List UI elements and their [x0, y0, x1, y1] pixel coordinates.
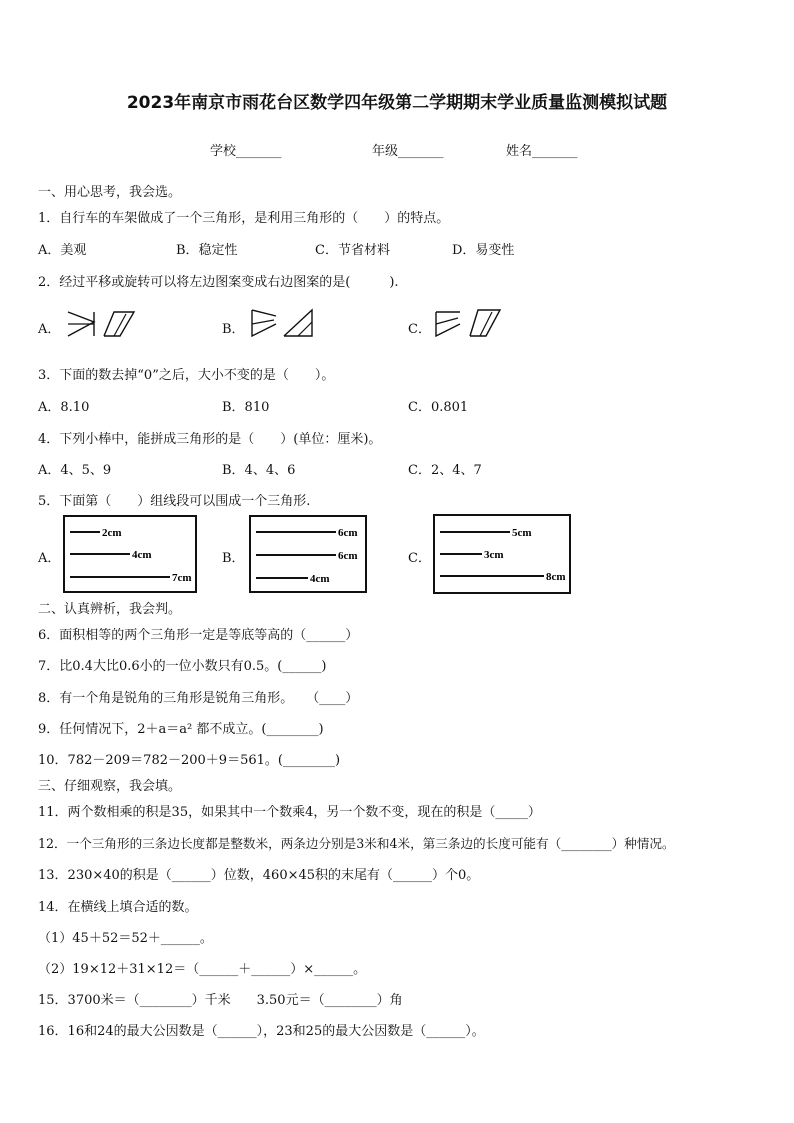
question-10: 10．782－209＝782－200＋9＝561。(________): [38, 753, 341, 768]
section-2-heading: 二、认真辨析，我会判。: [38, 602, 182, 617]
q2-option-c: C．: [408, 322, 431, 337]
q3-option-c: C．0.801: [408, 400, 469, 415]
q2-option-b: B．: [222, 322, 245, 337]
question-6: 6．面积相等的两个三角形一定是等底等高的（______）: [38, 628, 359, 643]
q4-option-b: B．4、4、6: [222, 463, 296, 478]
question-14-part-2: （2）19×12＋31×12＝（______＋______）×______。: [38, 962, 367, 977]
q5-b-length-3: 4cm: [310, 573, 330, 585]
q4-option-a: A．4、5、9: [38, 463, 112, 478]
q5-box-a: [62, 514, 198, 594]
question-13: 13．230×40的积是（______）位数，460×45积的末尾有（______）个0。: [38, 868, 480, 883]
q3-option-a: A．8.10: [38, 400, 90, 415]
q5-c-length-3: 8cm: [546, 571, 566, 583]
q5-box-c: [432, 513, 572, 595]
q5-a-length-1: 2cm: [102, 527, 122, 539]
q1-option-b: B．稳定性: [176, 243, 238, 258]
question-3: 3．下面的数去掉“0”之后，大小不变的是（ ）。: [38, 368, 335, 383]
question-14-part-1: （1）45＋52＝52＋______。: [38, 931, 213, 946]
q5-c-length-2: 3cm: [484, 549, 504, 561]
q5-option-c: C．: [408, 551, 431, 566]
q3-option-b: B．810: [222, 400, 270, 415]
section-3-heading: 三、仔细观察，我会填。: [38, 779, 182, 794]
q5-a-length-2: 4cm: [132, 549, 152, 561]
section-1-heading: 一、用心思考，我会选。: [38, 185, 182, 200]
question-16: 16．16和24的最大公因数是（______），23和25的最大公因数是（______）。: [38, 1024, 485, 1039]
q1-option-a: A．美观: [38, 243, 87, 258]
question-12: 12．一个三角形的三条边长度都是整数米，两条边分别是3米和4米，第三条边的长度可能有（________）种情况。: [38, 836, 675, 851]
question-9: 9．任何情况下，2＋a＝a² 都不成立。(________): [38, 722, 324, 737]
q2-figure-b: [246, 306, 322, 340]
question-11: 11．两个数相乘的积是35，如果其中一个数乘4，另一个数不变，现在的积是（_____）: [38, 805, 541, 820]
q5-b-length-1: 6cm: [338, 527, 358, 539]
q1-option-d: D．易变性: [452, 243, 515, 258]
page-title: 2023年南京市雨花台区数学四年级第二学期期末学业质量监测模拟试题: [126, 93, 668, 113]
question-15: 15．3700米＝（________）千米 3.50元＝（________）角: [38, 993, 403, 1008]
question-2: 2．经过平移或旋转可以将左边图案变成右边图案的是( ).: [38, 275, 399, 290]
question-4: 4．下列小棒中，能拼成三角形的是（ ）(单位：厘米)。: [38, 432, 382, 447]
name-field: 姓名_______: [506, 144, 578, 159]
q5-a-length-3: 7cm: [172, 572, 192, 584]
question-5: 5．下面第（ ）组线段可以围成一个三角形.: [38, 494, 311, 509]
question-8: 8．有一个角是锐角的三角形是锐角三角形。 （____）: [38, 691, 359, 706]
q5-c-length-1: 5cm: [512, 527, 532, 539]
q5-option-a: A．: [38, 551, 61, 566]
school-field: 学校_______: [210, 144, 282, 159]
q1-option-c: C．节省材料: [315, 243, 390, 258]
grade-field: 年级_______: [372, 144, 444, 159]
q2-figure-a: [64, 308, 140, 340]
question-14: 14．在横线上填合适的数。: [38, 900, 198, 915]
q5-option-b: B．: [222, 551, 245, 566]
q5-b-length-2: 6cm: [338, 550, 358, 562]
q2-option-a: A．: [38, 322, 61, 337]
q2-figure-c: [430, 306, 506, 340]
question-7: 7．比0.4大比0.6小的一位小数只有0.5。(______): [38, 659, 327, 674]
q5-box-b: [248, 514, 368, 594]
question-1: 1．自行车的车架做成了一个三角形，是利用三角形的（ ）的特点。: [38, 211, 450, 226]
q4-option-c: C．2、4、7: [408, 463, 482, 478]
